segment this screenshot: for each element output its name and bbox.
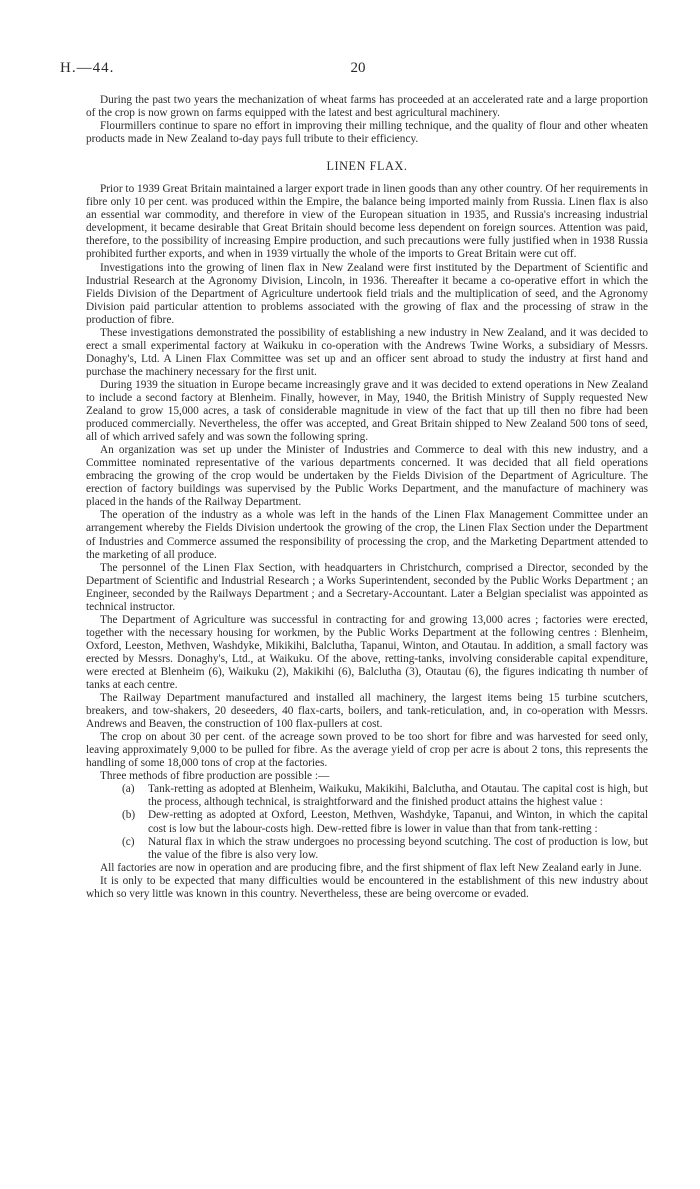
methods-list	[122, 783, 648, 861]
page-header	[60, 60, 656, 80]
paragraph: The Department of Agriculture was successful in contracting for and growing 13,000 acres ; factories were erected, together with the necessary housing for workmen, by the Public Works Department at the following centres : Blenheim, Oxford, Leeston, Methven, Washdyke, Mikikihi, Balclutha, Tapanui, Winton, and Otautau. In addition, a small factory was erected by Messrs. Donaghy's, Ltd., at Waikuku. Of the above, retting-tanks, involving considerable capital expenditure, were erected at Blenheim (6), Waikuku (2), Makikihi (6), Balclutha (3), Otautau (6), the figures indicating th number of tanks at each centre.	[86, 613, 648, 692]
list-item-label: (a)	[122, 783, 135, 796]
paragraph: During the past two years the mechanization of wheat farms has proceeded at an accelerated rate and a large proportion of the crop is now grown on farms equipped with the latest and best agricultural machinery.	[86, 94, 648, 120]
page-number: 20	[350, 60, 366, 76]
list-item	[122, 783, 648, 809]
paragraph: The crop on about 30 per cent. of the acreage sown proved to be too short for fibre and was harvested for seed only, leaving approximately 9,000 to be pulled for fibre. As the average yield of crop per acre is about 2 tons, this represents the handling of some 18,000 tons of crop at the factories.	[86, 731, 648, 770]
document-reference: H.—44.	[60, 60, 115, 76]
paragraph: Prior to 1939 Great Britain maintained a larger export trade in linen goods than any other country. Of her requirements in fibre only 10 per cent. was produced within the Empire, the balance being imported mainly from Russia. Linen flax is also an essential war commodity, and therefore in view of the European situation in 1935, and Russia's increasing industrial development, it became desirable that Great Britain should become less dependent on foreign sources. Attention was paid, therefore, to the possibility of increasing Empire production, and such precautions were fully justified when in 1938 Russia prohibited further exports, and when in 1939 virtually the whole of the imports to Great Britain were cut off.	[86, 183, 648, 261]
paragraph: The personnel of the Linen Flax Section, with headquarters in Christchurch, comprised a Director, seconded by the Department of Scientific and Industrial Research ; a Works Superintendent, seconded by the Public Works Department ; an Engineer, seconded by the Railways Department ; and a Secretary-Accountant. Later a Belgian specialist was appointed as technical instructor.	[86, 561, 648, 613]
list-item-label: (c)	[122, 835, 135, 848]
list-item-label: (b)	[122, 809, 136, 822]
paragraph: It is only to be expected that many difficulties would be encountered in the establishment of this new industry about which so very little was known in this country. Nevertheless, these are being overcome or evaded.	[86, 874, 648, 900]
list-item	[122, 809, 648, 835]
list-item-text: Tank-retting as adopted at Blenheim, Waikuku, Makikihi, Balclutha, and Otautau. The capital cost is high, but the process, although technical, is straightforward and the finished product attains the highest value :	[148, 783, 648, 809]
paragraph: The Railway Department manufactured and installed all machinery, the largest items being 15 turbine scutchers, breakers, and tow-shakers, 20 deseeders, 40 flax-carts, boilers, and tank-reticulation, and, in co-operation with Messrs. Andrews and Beaven, the construction of 100 flax-pullers at cost.	[86, 692, 648, 731]
paragraph: These investigations demonstrated the possibility of establishing a new industry in New Zealand, and it was decided to erect a small experimental factory at Waikuku in co-operation with the Andrews Twine Works, a subsidiary of Messrs. Donaghy's, Ltd. A Linen Flax Committee was set up and an officer sent abroad to study the industry at first hand and purchase the machinery necessary for the first unit.	[86, 326, 648, 378]
paragraph: Flourmillers continue to spare no effort in improving their milling technique, and the quality of flour and other wheaten products made in New Zealand to-day pays full tribute to their efficiency.	[86, 120, 648, 146]
paragraph: All factories are now in operation and are producing fibre, and the first shipment of flax left New Zealand early in June.	[100, 861, 642, 874]
list-item	[122, 836, 648, 862]
list-item-text: Natural flax in which the straw undergoes no processing beyond scutching. The cost of production is low, but the value of the fibre is also very low.	[148, 835, 648, 861]
paragraph: The operation of the industry as a whole was left in the hands of the Linen Flax Management Committee under an arrangement whereby the Fields Division undertook the growing of the crop, the Linen Flax Section under the Department of Industries and Commerce assumed the responsibility of processing the crop, and the Marketing Department attended to the marketing of all produce.	[86, 509, 648, 561]
paragraph: Three methods of fibre production are possible :—	[100, 770, 330, 783]
paragraph: An organization was set up under the Minister of Industries and Commerce to deal with this new industry, and a Committee nominated representative of the various departments concerned. It was decided that all field operations embracing the growing of the crop would be undertaken by the Fields Division of the Department of Agriculture. The erection of factory buildings was supervised by the Public Works Department, and the manufacture of machinery was placed in the hands of the Railway Department.	[86, 444, 648, 509]
paragraph: Investigations into the growing of linen flax in New Zealand were first instituted by the Department of Scientific and Industrial Research at the Agronomy Division, Lincoln, in 1936. Thereafter it became a co-operative effort in which the Fields Division of the Department of Agriculture undertook field trials and the multiplication of seed, and the Agronomy Division paid particular attention to problems associated with the growing of flax and the processing of straw in the production of fibre.	[86, 261, 648, 326]
list-item-text: Dew-retting as adopted at Oxford, Leeston, Methven, Washdyke, Tapanui, and Winton, in which the capital cost is low but the labour-costs high. Dew-retted fibre is lower in value than that from tank-retting :	[148, 809, 648, 835]
body-text	[86, 94, 648, 901]
section-heading: LINEN FLAX.	[326, 159, 408, 174]
paragraph: During 1939 the situation in Europe became increasingly grave and it was decided to extend operations in New Zealand to include a second factory at Blenheim. Finally, however, in May, 1940, the British Ministry of Supply requested New Zealand to grow 15,000 acres, a task of considerable magnitude in view of the fact that up till then no fibre had been produced commercially. Nevertheless, the offer was accepted, and Great Britain shipped to New Zealand 500 tons of seed, all of which arrived safely and was sown the following spring.	[86, 378, 648, 444]
